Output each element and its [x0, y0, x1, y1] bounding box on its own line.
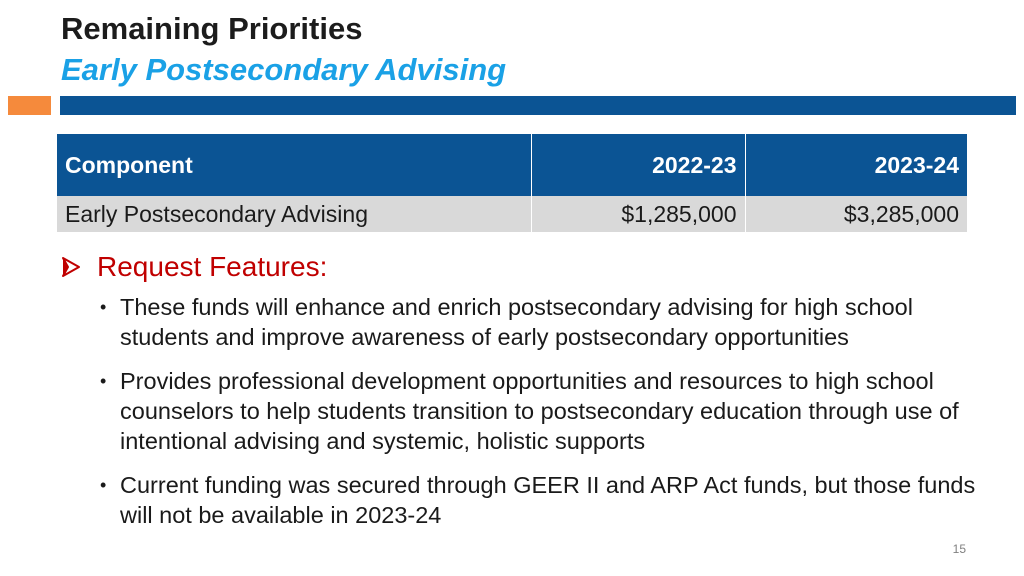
features-list: [60, 292, 1000, 530]
features-heading-label: Request Features:: [97, 251, 328, 282]
list-item-text: Current funding was secured through GEER II and ARP Act funds, but those funds will not be available in 2023-24: [120, 472, 976, 528]
list-item: [60, 292, 1000, 352]
page-number: 15: [952, 542, 966, 556]
cell-2023-24: $3,285,000: [745, 196, 967, 232]
table-header-row: [57, 134, 967, 196]
table-row: [57, 196, 967, 232]
list-item: [60, 366, 1000, 456]
accent-bar-blue: [60, 96, 1016, 115]
cell-2022-23: $1,285,000: [531, 196, 745, 232]
arrow-bullet-icon: [60, 256, 82, 278]
request-features: [60, 250, 1000, 544]
list-item-text: Provides professional development opportunities and resources to high school counselors to help students transition to postsecondary education through use of intentional advising and systemic, holistic supports: [120, 368, 959, 454]
slide-title: Remaining Priorities: [61, 11, 363, 46]
list-item-text: These funds will enhance and enrich postsecondary advising for high school students and improve awareness of early postsecondary opportunities: [120, 294, 913, 350]
header-2022-23: 2022-23: [531, 134, 745, 196]
list-item: [60, 470, 1000, 530]
header-2023-24: 2023-24: [745, 134, 967, 196]
budget-table: [57, 134, 967, 232]
features-heading: [60, 250, 1000, 284]
accent-bar-orange: [8, 96, 51, 115]
bullet-dot-icon: •: [100, 371, 107, 391]
bullet-dot-icon: •: [100, 475, 107, 495]
cell-component: Early Postsecondary Advising: [57, 196, 531, 232]
bullet-dot-icon: •: [100, 297, 107, 317]
header-component: Component: [57, 134, 531, 196]
slide-subtitle: Early Postsecondary Advising: [61, 52, 507, 87]
